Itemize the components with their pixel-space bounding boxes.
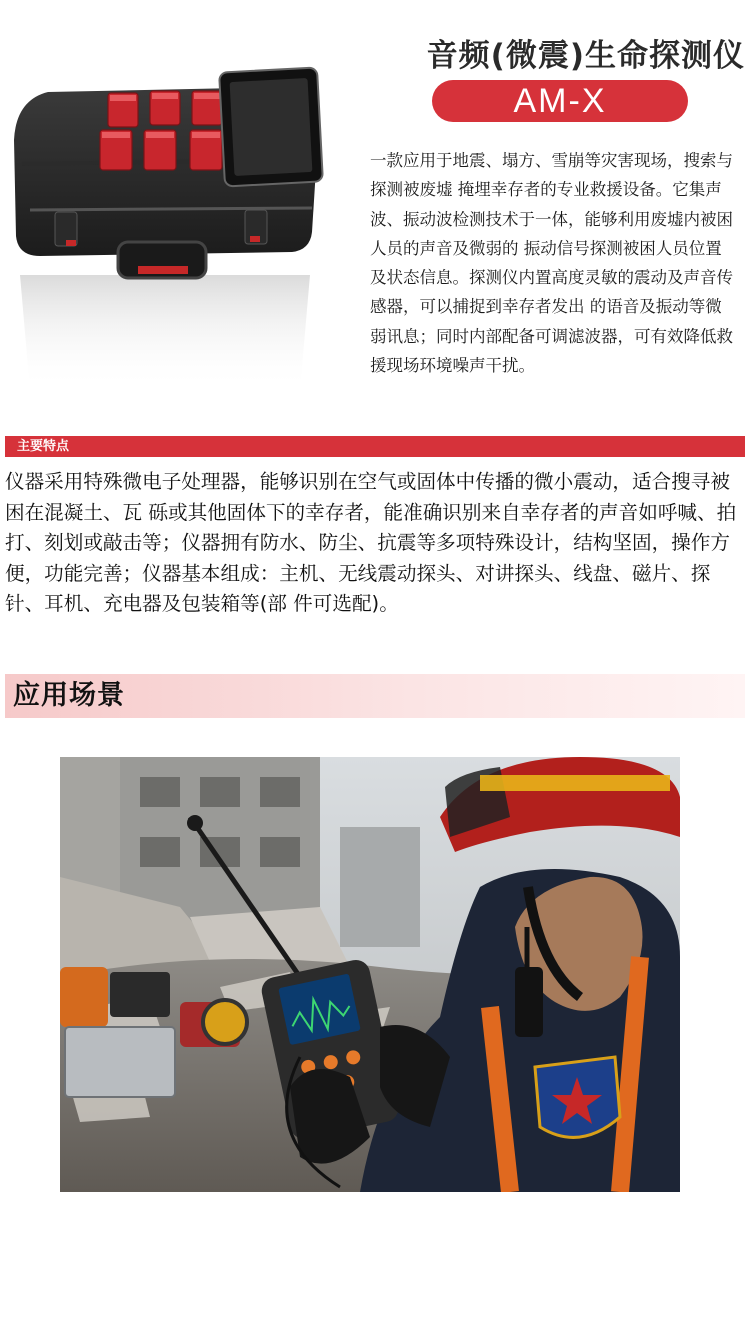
features-heading: 主要特点: [5, 436, 745, 457]
product-title: 音频(微震)生命探测仪: [426, 38, 745, 74]
features-text: 仪器采用特殊微电子处理器，能够识别在空气或固体中传播的微小震动，适合搜寻被困在混凝土、瓦 砾或其他固体下的幸存者，能准确识别来自幸存者的声音如呼喊、拍打、刻划或敲击等；仪器拥有防水、防尘、抗震等多项特殊设计，结构坚固，操作方便，功能完善；仪器基本组成：主机、无线震动探头、对讲探头、线盘、磁片、探针、耳机、充电器及包装箱等(部 件可选配)。: [5, 470, 737, 615]
scene-heading: 应用场景: [5, 674, 745, 718]
rescue-scene-photo: [60, 757, 680, 1192]
model-badge: AM-X: [432, 80, 688, 122]
product-description: 一款应用于地震、塌方、雪崩等灾害现场，搜索与探测被废墟 掩埋幸存者的专业救援设备。它集声波、振动波检测技术于一体，能够利用废墟内被困人员的声音及微弱的 振动信号探测被困人员位置及状态信息。探测仪内置高度灵敏的震动及声音传感器，可以捕捉到幸存者发出 的语音及振动等微弱讯息；同时内部配备可调滤波器，可有效降低救援现场环境噪声干扰。: [370, 151, 733, 376]
product-case-image: [0, 60, 340, 415]
